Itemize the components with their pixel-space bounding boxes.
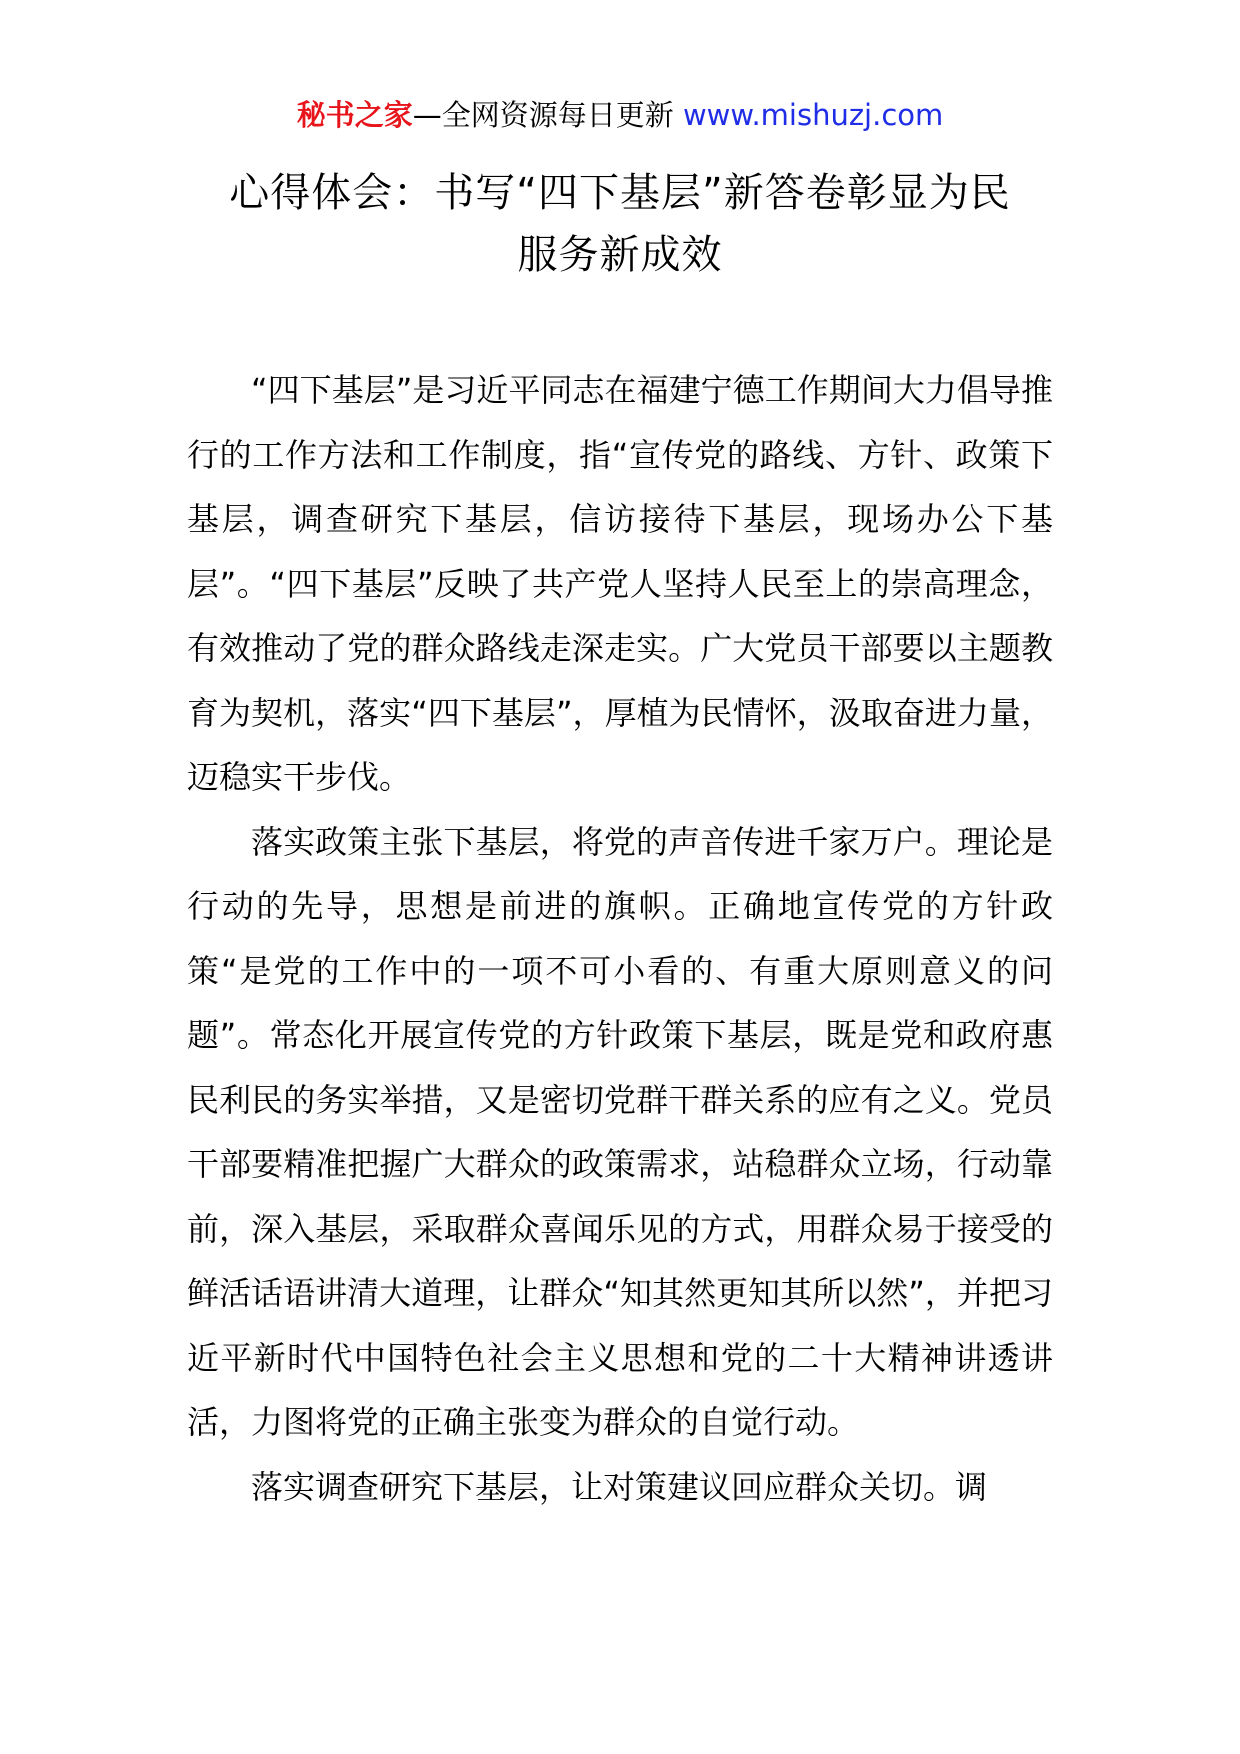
paragraph-3: 落实调查研究下基层，让对策建议回应群众关切。调 bbox=[251, 1467, 988, 1506]
document-body bbox=[187, 358, 1053, 1519]
site-header bbox=[0, 95, 1240, 135]
site-url-link[interactable]: www.mishuzj.com bbox=[682, 98, 944, 132]
site-brand: 秘书之家 bbox=[296, 98, 413, 132]
document-title-line-1: 心得体会：书写“四下基层”新答卷彰显为民 bbox=[229, 170, 1011, 216]
paragraph-2: 落实政策主张下基层，将党的声音传进千家万户。理论是行动的先导，思想是前进的旗帜。正确地宣传党的方针政策“是党的工作中的一项不可小看的、有重大原则意义的问题”。常态化开展宣传党的方针政策下基层，既是党和政府惠民利民的务实举措，又是密切党群干群关系的应有之义。党员干部要精准把握广大群众的政策需求，站稳群众立场，行动靠前，深入基层，采取群众喜闻乐见的方式，用群众易于接受的鲜活话语讲清大道理，让群众“知其然更知其所以然”，并把习近平新时代中国特色社会主义思想和党的二十大精神讲透讲活，力图将党的正确主张变为群众的自觉行动。 bbox=[187, 822, 1053, 1441]
document-title bbox=[180, 162, 1060, 286]
paragraph-1: “四下基层”是习近平同志在福建宁德工作期间大力倡导推行的工作方法和工作制度，指“宣传党的路线、方针、政策下基层，调查研究下基层，信访接待下基层，现场办公下基层”。“四下基层”反映了共产党人坚持人民至上的崇高理念，有效推动了党的群众路线走深走实。广大党员干部要以主题教育为契机，落实“四下基层”，厚植为民情怀，汲取奋进力量，迈稳实干步伐。 bbox=[187, 371, 1053, 796]
document-title-line-2: 服务新成效 bbox=[517, 232, 723, 278]
site-tagline: —全网资源每日更新 bbox=[412, 98, 683, 132]
